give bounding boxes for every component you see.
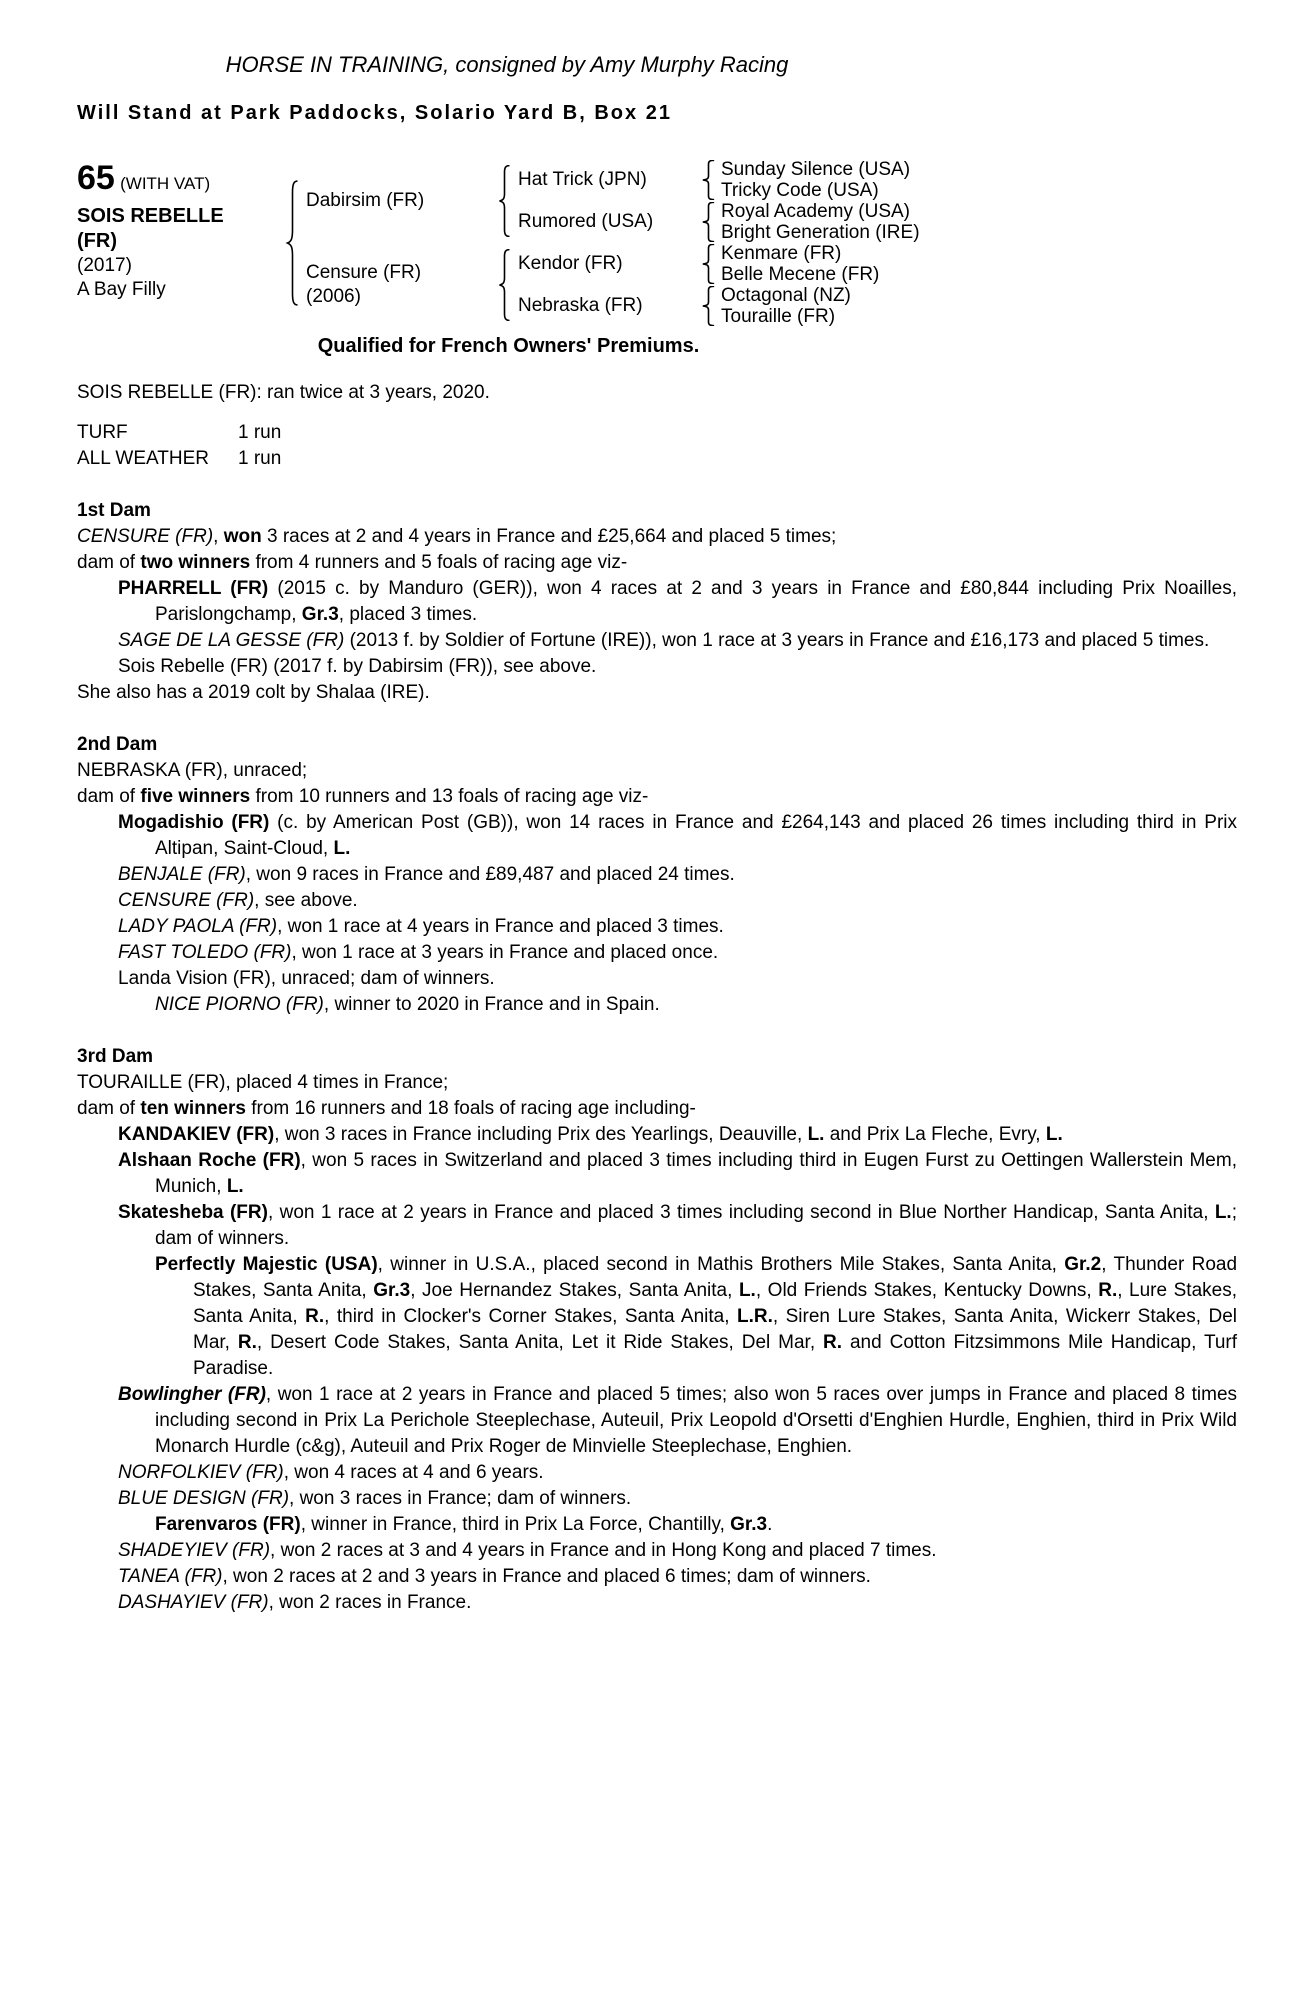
text-segment: , won 1 race at 2 years in France and placed 3 times including second in Blue Norther Handicap, Santa Anita, bbox=[267, 1202, 1215, 1223]
text-segment: from 16 runners and 18 foals of racing age including- bbox=[245, 1098, 696, 1119]
text-segment: She also has a 2019 colt by Shalaa (IRE). bbox=[77, 682, 430, 703]
catalogue-paragraph bbox=[77, 862, 1237, 888]
text-segment: TANEA (FR) bbox=[118, 1566, 223, 1587]
text-segment: (2015 c. by Manduro (GER)), won 4 races at 2 and 3 years in France and £80,844 including Prix Noailles, Parislongchamp, bbox=[155, 578, 1237, 625]
brace-icon bbox=[700, 243, 717, 285]
text-segment: R. bbox=[305, 1306, 325, 1327]
text-segment: dam of bbox=[77, 552, 141, 573]
race-record-intro: SOIS REBELLE (FR): ran twice at 3 years, 2020. bbox=[77, 382, 490, 403]
pedigree-ggp-6: Belle Mecene (FR) bbox=[721, 263, 880, 285]
catalogue-paragraph bbox=[77, 1148, 1237, 1200]
pedigree-ggp-4: Bright Generation (IRE) bbox=[721, 221, 920, 243]
text-segment: , Lure Stakes, Santa Anita, bbox=[193, 1280, 1237, 1327]
text-segment: L. bbox=[1045, 1124, 1063, 1145]
text-segment: DASHAYIEV (FR) bbox=[118, 1592, 269, 1613]
text-segment: , Siren Lure Stakes, Santa Anita, Wickerr Stakes, Del Mar, bbox=[193, 1306, 1237, 1353]
pedigree-dam bbox=[300, 243, 497, 327]
catalogue-paragraph bbox=[77, 654, 1237, 680]
pedigree-ggp-5: Kenmare (FR) bbox=[721, 242, 842, 264]
text-segment: two winners bbox=[140, 552, 251, 573]
text-segment: R. bbox=[237, 1332, 257, 1353]
catalogue-paragraph bbox=[77, 758, 1237, 784]
catalogue-paragraph bbox=[77, 1486, 1237, 1512]
text-segment: LADY PAOLA (FR) bbox=[118, 916, 278, 937]
section-heading: 1st Dam bbox=[77, 500, 151, 521]
text-segment: , won 1 race at 3 years in France and placed once. bbox=[291, 942, 719, 963]
text-segment: L. bbox=[1214, 1202, 1232, 1223]
text-segment: Landa Vision (FR), unraced; dam of winners. bbox=[118, 968, 495, 989]
text-segment: , won 2 races at 3 and 4 years in France and in Hong Kong and placed 7 times. bbox=[270, 1540, 937, 1561]
catalogue-paragraph bbox=[77, 810, 1237, 862]
text-segment: , placed 3 times. bbox=[338, 604, 478, 625]
text-segment: , see above. bbox=[254, 890, 358, 911]
text-segment: dam of bbox=[77, 1098, 141, 1119]
text-segment: Mogadishio (FR) bbox=[118, 812, 270, 833]
lot-year: (2017) bbox=[77, 255, 132, 276]
pedigree-table bbox=[77, 159, 940, 327]
dam-sections bbox=[77, 498, 1237, 1616]
text-segment: Gr.3 bbox=[301, 604, 339, 625]
text-segment: (c. by American Post (GB)), won 14 races in France and £264,143 and placed 26 times including third in Prix Altipan, Saint-Cloud, bbox=[155, 812, 1237, 859]
text-segment: L.R. bbox=[736, 1306, 773, 1327]
pedigree-ggp-3: Royal Academy (USA) bbox=[721, 200, 911, 222]
section-heading: 3rd Dam bbox=[77, 1046, 154, 1067]
catalogue-paragraph bbox=[77, 1200, 1237, 1252]
text-segment: L. bbox=[333, 838, 351, 859]
catalogue-paragraph bbox=[77, 1096, 1237, 1122]
pedigree-sire: Dabirsim (FR) bbox=[306, 190, 425, 211]
text-segment: NEBRASKA (FR), unraced; bbox=[77, 760, 308, 781]
catalogue-paragraph bbox=[77, 1382, 1237, 1460]
text-segment: R. bbox=[823, 1332, 843, 1353]
text-segment: , winner in U.S.A., placed second in Mathis Brothers Mile Stakes, Santa Anita, bbox=[377, 1254, 1065, 1275]
race-surface: ALL WEATHER bbox=[77, 448, 209, 469]
race-result: 1 run bbox=[238, 422, 282, 443]
lot-vat-note: (WITH VAT) bbox=[120, 174, 211, 193]
text-segment: BLUE DESIGN (FR) bbox=[118, 1488, 290, 1509]
text-segment: Alshaan Roche (FR) bbox=[118, 1150, 301, 1171]
text-segment: CENSURE (FR) bbox=[77, 526, 214, 547]
text-segment: , winner in France, third in Prix La Force, Chantilly, bbox=[300, 1514, 731, 1535]
text-segment: SAGE DE LA GESSE (FR) bbox=[118, 630, 345, 651]
catalogue-paragraph bbox=[77, 1564, 1237, 1590]
lot-number-line bbox=[77, 159, 285, 198]
text-segment: NORFOLKIEV (FR) bbox=[118, 1462, 284, 1483]
text-segment: , won 5 races in Switzerland and placed 3 times including third in Eugen Furst zu Oettingen Wallerstein Mem, Munich, bbox=[155, 1150, 1237, 1197]
text-segment: , won 4 races at 4 and 6 years. bbox=[283, 1462, 544, 1483]
text-segment: R. bbox=[1098, 1280, 1118, 1301]
lot-description: A Bay Filly bbox=[77, 279, 166, 300]
text-segment: , won 2 races at 2 and 3 years in France and placed 6 times; dam of winners. bbox=[222, 1566, 871, 1587]
text-segment: , bbox=[213, 526, 224, 547]
text-segment: , won 1 race at 2 years in France and placed 5 times; also won 5 races over jumps in France and placed 8 times including second in Prix La Perichole Steeplechase, Auteuil, Prix Leopold d'Orsetti d'Enghien Hurdle, Enghien, third in Prix Wild Monarch Hurdle (c&g), Auteuil and Prix Roger de Minvielle Steeplechase, Enghien. bbox=[155, 1384, 1238, 1457]
qualified-premiums-line: Qualified for French Owners' Premiums. bbox=[317, 335, 700, 357]
text-segment: Skatesheba (FR) bbox=[118, 1202, 268, 1223]
catalogue-paragraph bbox=[77, 576, 1237, 628]
lot-info bbox=[77, 159, 285, 327]
text-segment: Perfectly Majestic (USA) bbox=[155, 1254, 378, 1275]
catalogue-paragraph bbox=[77, 1070, 1237, 1096]
pedigree-ggp-8: Touraille (FR) bbox=[721, 305, 836, 327]
catalogue-paragraph bbox=[77, 888, 1237, 914]
text-segment: BENJALE (FR) bbox=[118, 864, 246, 885]
catalogue-paragraph bbox=[77, 784, 1237, 810]
lot-horse-suffix: (FR) bbox=[77, 230, 117, 252]
brace-icon bbox=[700, 159, 717, 201]
brace-icon bbox=[700, 285, 717, 327]
text-segment: Gr.3 bbox=[730, 1514, 768, 1535]
text-segment: . bbox=[767, 1514, 773, 1535]
pedigree-ggp-1: Sunday Silence (USA) bbox=[721, 158, 911, 180]
text-segment: and Prix La Fleche, Evry, bbox=[824, 1124, 1046, 1145]
text-segment: ; dam of winners. bbox=[155, 1202, 1237, 1249]
text-segment: , Old Friends Stakes, Kentucky Downs, bbox=[755, 1280, 1099, 1301]
text-segment: (2013 f. by Soldier of Fortune (IRE)), won 1 race at 3 years in France and £16,173 and placed 5 times. bbox=[344, 630, 1210, 651]
catalogue-paragraph bbox=[77, 1252, 1237, 1382]
text-segment: PHARRELL (FR) bbox=[118, 578, 269, 599]
catalogue-paragraph bbox=[77, 1538, 1237, 1564]
text-segment: 3 races at 2 and 4 years in France and £25,664 and placed 5 times; bbox=[261, 526, 837, 547]
pedigree-ggp-2: Tricky Code (USA) bbox=[721, 179, 879, 201]
race-surface: TURF bbox=[77, 422, 128, 443]
text-segment: ten winners bbox=[140, 1098, 246, 1119]
text-segment: KANDAKIEV (FR) bbox=[118, 1124, 275, 1145]
text-segment: , won 1 race at 4 years in France and placed 3 times. bbox=[277, 916, 724, 937]
text-segment: Gr.2 bbox=[1064, 1254, 1102, 1275]
pedigree-dam-year: (2006) bbox=[306, 286, 361, 307]
text-segment: L. bbox=[807, 1124, 825, 1145]
text-segment: CENSURE (FR) bbox=[118, 890, 255, 911]
catalogue-paragraph bbox=[77, 914, 1237, 940]
catalogue-paragraph bbox=[77, 550, 1237, 576]
brace-icon bbox=[285, 180, 300, 306]
catalogue-paragraph bbox=[77, 524, 1237, 550]
text-segment: , won 3 races in France; dam of winners. bbox=[289, 1488, 632, 1509]
brace-icon bbox=[497, 159, 512, 243]
text-segment: L. bbox=[226, 1176, 244, 1197]
text-segment: , third in Clocker's Corner Stakes, Santa Anita, bbox=[324, 1306, 737, 1327]
text-segment: , Thunder Road Stakes, Santa Anita, bbox=[193, 1254, 1238, 1301]
page-header: HORSE IN TRAINING, consigned by Amy Murphy Racing bbox=[225, 52, 789, 77]
race-result: 1 run bbox=[238, 448, 282, 469]
text-segment: and Cotton Fitzsimmons Mile Handicap, Turf Paradise. bbox=[193, 1332, 1238, 1379]
text-segment: Bowlingher (FR) bbox=[118, 1384, 266, 1405]
catalogue-paragraph bbox=[77, 628, 1237, 654]
text-segment: dam of bbox=[77, 786, 141, 807]
text-segment: , Desert Code Stakes, Santa Anita, Let it Ride Stakes, Del Mar, bbox=[256, 1332, 824, 1353]
text-segment: five winners bbox=[140, 786, 251, 807]
pedigree-block bbox=[77, 159, 940, 358]
text-segment: from 4 runners and 5 foals of racing age viz- bbox=[250, 552, 628, 573]
text-segment: FAST TOLEDO (FR) bbox=[118, 942, 292, 963]
pedigree-dam-name: Censure (FR) bbox=[306, 262, 422, 283]
catalogue-paragraph bbox=[77, 680, 1237, 706]
text-segment: , Joe Hernandez Stakes, Santa Anita, bbox=[410, 1280, 739, 1301]
text-segment: , won 9 races in France and £89,487 and placed 24 times. bbox=[245, 864, 735, 885]
text-segment: TOURAILLE (FR), placed 4 times in France; bbox=[77, 1072, 449, 1093]
text-segment: , winner to 2020 in France and in Spain. bbox=[323, 994, 660, 1015]
text-segment: NICE PIORNO (FR) bbox=[155, 994, 324, 1015]
text-segment: won bbox=[223, 526, 262, 547]
brace-icon bbox=[700, 201, 717, 243]
text-segment: Sois Rebelle (FR) (2017 f. by Dabirsim (FR)), see above. bbox=[118, 656, 597, 677]
text-segment: , won 2 races in France. bbox=[268, 1592, 472, 1613]
text-segment: Gr.3 bbox=[373, 1280, 411, 1301]
pedigree-dam-dam: Nebraska (FR) bbox=[518, 295, 643, 316]
text-segment: , won 3 races in France including Prix des Yearlings, Deauville, bbox=[274, 1124, 808, 1145]
race-record-row bbox=[77, 446, 1237, 472]
catalogue-paragraph bbox=[77, 1512, 1237, 1538]
lot-horse-name: SOIS REBELLE bbox=[77, 205, 224, 227]
stand-location-line: Will Stand at Park Paddocks, Solario Yard B, Box 21 bbox=[77, 102, 672, 124]
catalogue-paragraph bbox=[77, 992, 1237, 1018]
pedigree-grid bbox=[285, 159, 940, 327]
pedigree-ggp-7: Octagonal (NZ) bbox=[721, 284, 851, 306]
catalogue-paragraph bbox=[77, 966, 1237, 992]
catalogue-paragraph bbox=[77, 1590, 1237, 1616]
catalogue-paragraph bbox=[77, 1460, 1237, 1486]
race-record-row bbox=[77, 420, 1237, 446]
section-heading: 2nd Dam bbox=[77, 734, 158, 755]
catalogue-paragraph bbox=[77, 1122, 1237, 1148]
text-segment: SHADEYIEV (FR) bbox=[118, 1540, 271, 1561]
brace-icon bbox=[497, 243, 512, 327]
text-segment: Farenvaros (FR) bbox=[155, 1514, 301, 1535]
pedigree-sire-sire: Hat Trick (JPN) bbox=[518, 169, 647, 190]
lot-number: 65 bbox=[77, 159, 115, 197]
race-record bbox=[77, 420, 1237, 472]
pedigree-sire-dam: Rumored (USA) bbox=[518, 211, 654, 232]
pedigree-dam-sire: Kendor (FR) bbox=[518, 253, 623, 274]
text-segment: L. bbox=[738, 1280, 756, 1301]
text-segment: from 10 runners and 13 foals of racing age viz- bbox=[250, 786, 649, 807]
catalogue-paragraph bbox=[77, 940, 1237, 966]
